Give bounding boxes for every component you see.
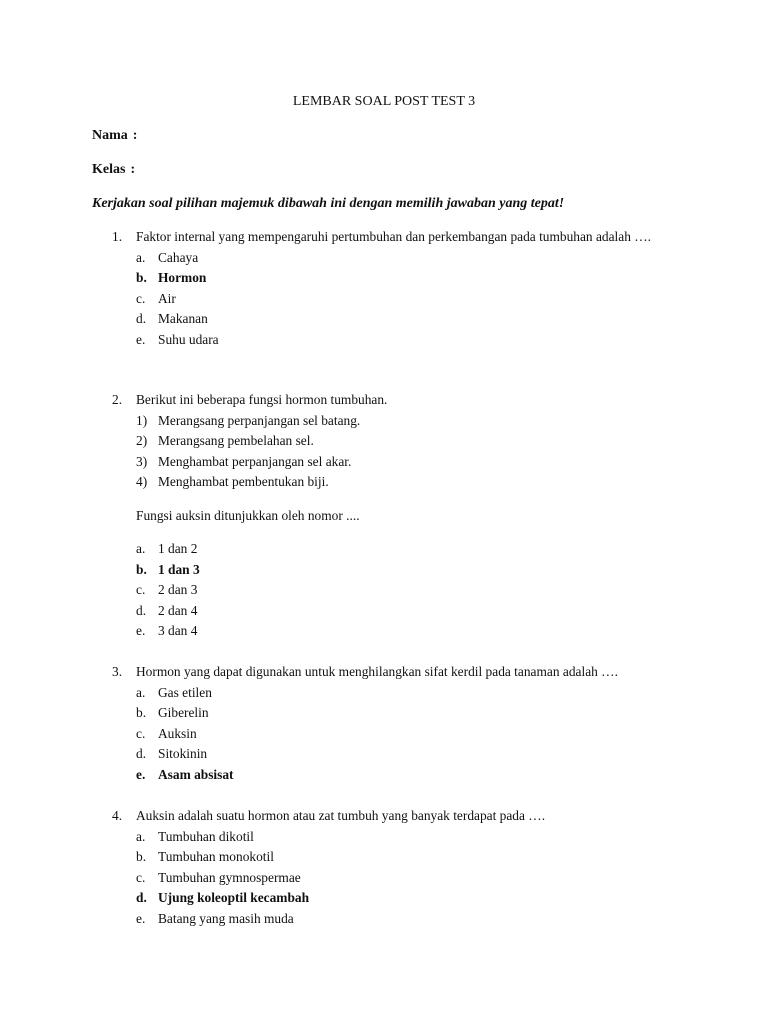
- nama-field: [92, 126, 137, 147]
- option-b: [136, 703, 678, 724]
- option-letter: a.: [136, 684, 146, 700]
- option-letter: d.: [136, 746, 147, 761]
- option-c: [136, 724, 678, 745]
- option-c: [136, 580, 678, 601]
- statement-text: Merangsang perpanjangan sel batang.: [158, 412, 361, 428]
- option-text: Tumbuhan dikotil: [158, 828, 254, 844]
- page-title: LEMBAR SOAL POST TEST 3: [292, 94, 476, 109]
- option-letter: e.: [136, 331, 146, 347]
- option-letter: b.: [136, 270, 147, 285]
- option-letter: b.: [136, 849, 147, 864]
- option-text: Tumbuhan gymnospermae: [158, 869, 301, 885]
- question-2: [112, 390, 678, 642]
- statement-text: Menghambat perpanjangan sel akar.: [158, 453, 352, 469]
- option-b: [136, 560, 678, 581]
- question-body: Auksin adalah suatu hormon atau zat tumbuh yang banyak terdapat pada ….: [136, 808, 546, 823]
- option-text: Ujung koleoptil kecambah: [158, 890, 310, 905]
- question-body: Faktor internal yang mempengaruhi pertumbuhan dan perkembangan pada tumbuhan adalah ….: [136, 229, 652, 244]
- option-d: [136, 601, 678, 622]
- option-letter: b.: [136, 705, 147, 720]
- question-3: [112, 662, 678, 785]
- kelas-colon: :: [130, 162, 136, 177]
- option-text: Giberelin: [158, 705, 209, 720]
- option-text: Asam absisat: [158, 766, 234, 782]
- option-letter: e.: [136, 910, 146, 926]
- option-a: [136, 683, 678, 704]
- statement-text: Merangsang pembelahan sel.: [158, 433, 314, 448]
- question-1: [112, 227, 678, 350]
- question-text: [112, 227, 678, 248]
- question-text: [112, 806, 678, 827]
- option-e: [136, 909, 678, 930]
- statement-number: 1): [136, 412, 148, 428]
- statement-item: [136, 411, 678, 432]
- option-text: Sitokinin: [158, 746, 208, 761]
- option-letter: e.: [136, 623, 146, 638]
- option-letter: c.: [136, 869, 146, 885]
- option-text: Suhu udara: [158, 331, 219, 347]
- option-e: [136, 330, 678, 351]
- statement-number: 2): [136, 433, 148, 448]
- question-body: Hormon yang dapat digunakan untuk menghilangkan sifat kerdil pada tanaman adalah ….: [136, 664, 618, 679]
- option-text: 3 dan 4: [158, 623, 198, 638]
- option-c: [136, 868, 678, 889]
- option-b: [136, 847, 678, 868]
- option-letter: c.: [136, 725, 146, 741]
- option-d: [136, 744, 678, 765]
- option-letter: a.: [136, 541, 146, 556]
- statement-text: Menghambat pembentukan biji.: [158, 474, 329, 489]
- statement-item: [136, 431, 678, 452]
- nama-label: Nama: [92, 128, 128, 143]
- option-text: Gas etilen: [158, 684, 212, 700]
- question-number: 3.: [112, 664, 123, 679]
- option-list: [112, 683, 678, 786]
- statement-list: [112, 411, 678, 493]
- nama-colon: :: [132, 128, 138, 143]
- option-letter: d.: [136, 890, 147, 905]
- statement-number: 4): [136, 474, 148, 489]
- option-letter: c.: [136, 290, 146, 306]
- question-4: [112, 806, 678, 929]
- option-text: 1 dan 2: [158, 541, 198, 556]
- statement-item: [136, 472, 678, 493]
- option-letter: a.: [136, 249, 146, 265]
- option-text: Cahaya: [158, 249, 199, 265]
- statement-item: [136, 452, 678, 473]
- option-c: [136, 289, 678, 310]
- option-list: [112, 248, 678, 351]
- option-e: [136, 621, 678, 642]
- option-letter: d.: [136, 602, 147, 618]
- option-text: 1 dan 3: [158, 561, 200, 577]
- question-text: [112, 662, 678, 683]
- option-letter: a.: [136, 828, 146, 844]
- option-letter: d.: [136, 311, 147, 326]
- option-list: [112, 827, 678, 930]
- option-text: 2 dan 4: [158, 602, 198, 618]
- option-letter: e.: [136, 766, 146, 782]
- followup-question: Fungsi auksin ditunjukkan oleh nomor ....: [136, 507, 360, 523]
- option-a: [136, 827, 678, 848]
- question-number: 2.: [112, 392, 123, 407]
- option-letter: c.: [136, 582, 146, 597]
- kelas-label: Kelas: [92, 162, 126, 177]
- option-d: [136, 888, 678, 909]
- question-text: [112, 390, 678, 411]
- option-a: [136, 539, 678, 560]
- option-d: [136, 309, 678, 330]
- option-text: Air: [158, 290, 176, 306]
- kelas-field: [92, 160, 135, 181]
- option-a: [136, 248, 678, 269]
- instruction: Kerjakan soal pilihan majemuk dibawah ini dengan memilih jawaban yang tepat!: [92, 196, 565, 211]
- option-text: Auksin: [158, 725, 197, 741]
- question-body: Berikut ini beberapa fungsi hormon tumbuhan.: [136, 392, 388, 407]
- option-text: Makanan: [158, 311, 208, 326]
- option-text: Hormon: [158, 270, 207, 285]
- option-text: Batang yang masih muda: [158, 910, 294, 926]
- option-b: [136, 268, 678, 289]
- option-list: [112, 539, 678, 642]
- question-number: 4.: [112, 808, 123, 823]
- option-letter: b.: [136, 561, 147, 577]
- statement-number: 3): [136, 453, 148, 469]
- option-text: Tumbuhan monokotil: [158, 849, 274, 864]
- question-number: 1.: [112, 229, 123, 244]
- option-e: [136, 765, 678, 786]
- option-text: 2 dan 3: [158, 582, 198, 597]
